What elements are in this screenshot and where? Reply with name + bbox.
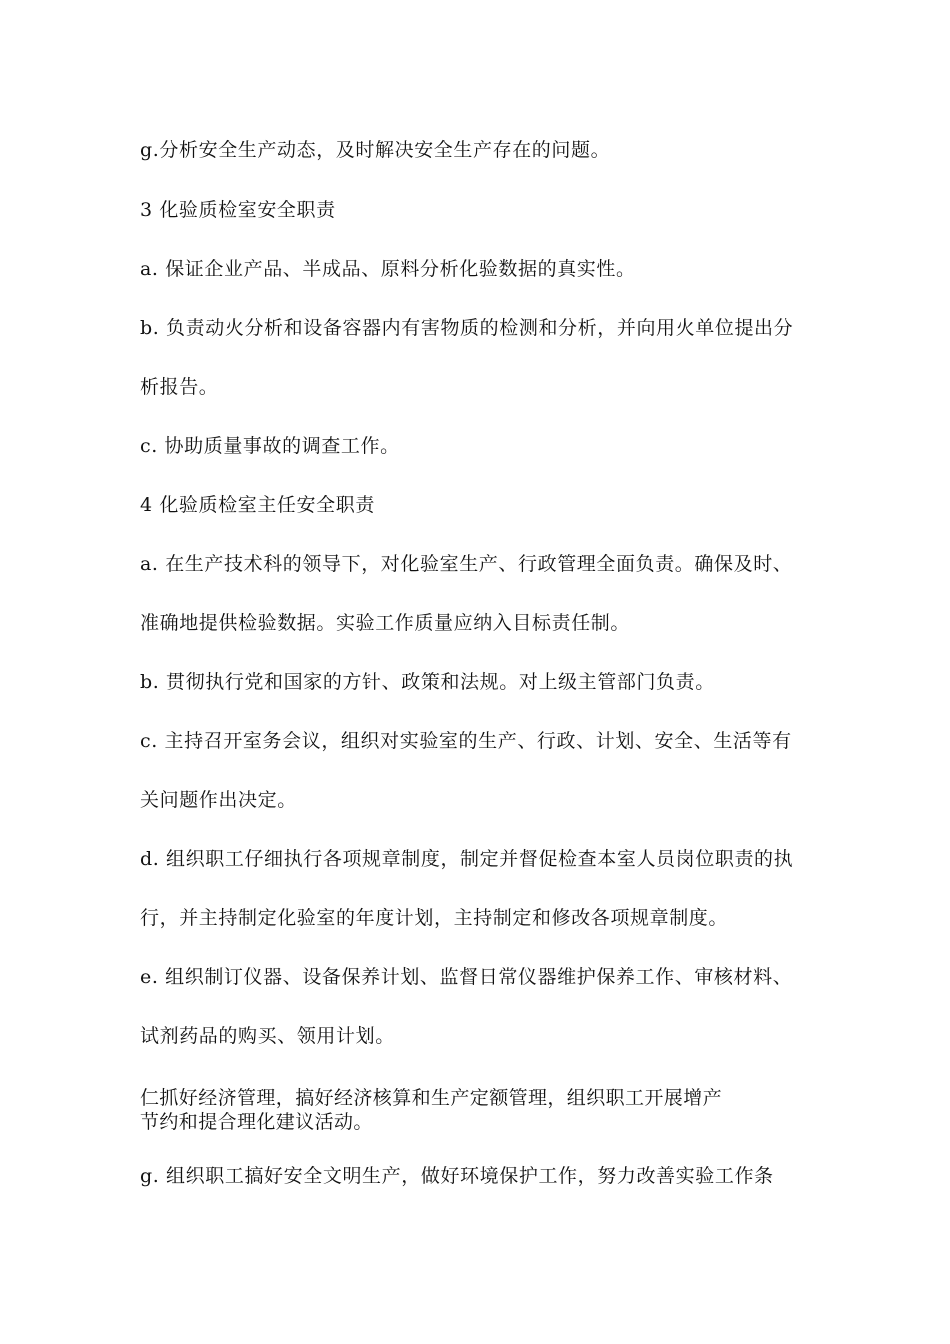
paragraph-line: b. 负责动火分析和设备容器内有害物质的检测和分析，并向用火单位提出分 xyxy=(140,317,794,339)
paragraph-line: 析报告。 xyxy=(140,376,219,398)
paragraph-line: 准确地提供检验数据。实验工作质量应纳入目标责任制。 xyxy=(140,612,631,634)
paragraph-line: e. 组织制订仪器、设备保养计划、监督日常仪器维护保养工作、审核材料、 xyxy=(140,966,793,988)
paragraph-line: g.分析安全生产动态，及时解决安全生产存在的问题。 xyxy=(140,139,611,161)
paragraph-line: 关问题作出决定。 xyxy=(140,789,297,811)
paragraph-line: d. 组织职工仔细执行各项规章制度，制定并督促检查本室人员岗位职责的执 xyxy=(140,848,794,870)
paragraph-line: g. 组织职工搞好安全文明生产，做好环境保护工作，努力改善实验工作条 xyxy=(140,1165,774,1187)
paragraph-line: a. 在生产技术科的领导下，对化验室生产、行政管理全面负责。确保及时、 xyxy=(140,553,793,575)
paragraph-line: 行，并主持制定化验室的年度计划，主持制定和修改各项规章制度。 xyxy=(140,907,729,929)
section-heading: 4 化验质检室主任安全职责 xyxy=(140,494,375,516)
paragraph-line: c. 主持召开室务会议，组织对实验室的生产、行政、计划、安全、生活等有 xyxy=(140,730,792,752)
paragraph-line: 节约和提合理化建议活动。 xyxy=(140,1111,373,1133)
section-heading: 3 化验质检室安全职责 xyxy=(140,199,336,221)
paragraph-line: 仁抓好经济管理，搞好经济核算和生产定额管理，组织职工开展增产 xyxy=(140,1087,723,1109)
paragraph-line: b. 贯彻执行党和国家的方针、政策和法规。对上级主管部门负责。 xyxy=(140,671,715,693)
paragraph-line: c. 协助质量事故的调查工作。 xyxy=(140,435,400,457)
paragraph-line: a. 保证企业产品、半成品、原料分析化验数据的真实性。 xyxy=(140,258,636,280)
paragraph-line: 试剂药品的购买、领用计划。 xyxy=(140,1025,395,1047)
